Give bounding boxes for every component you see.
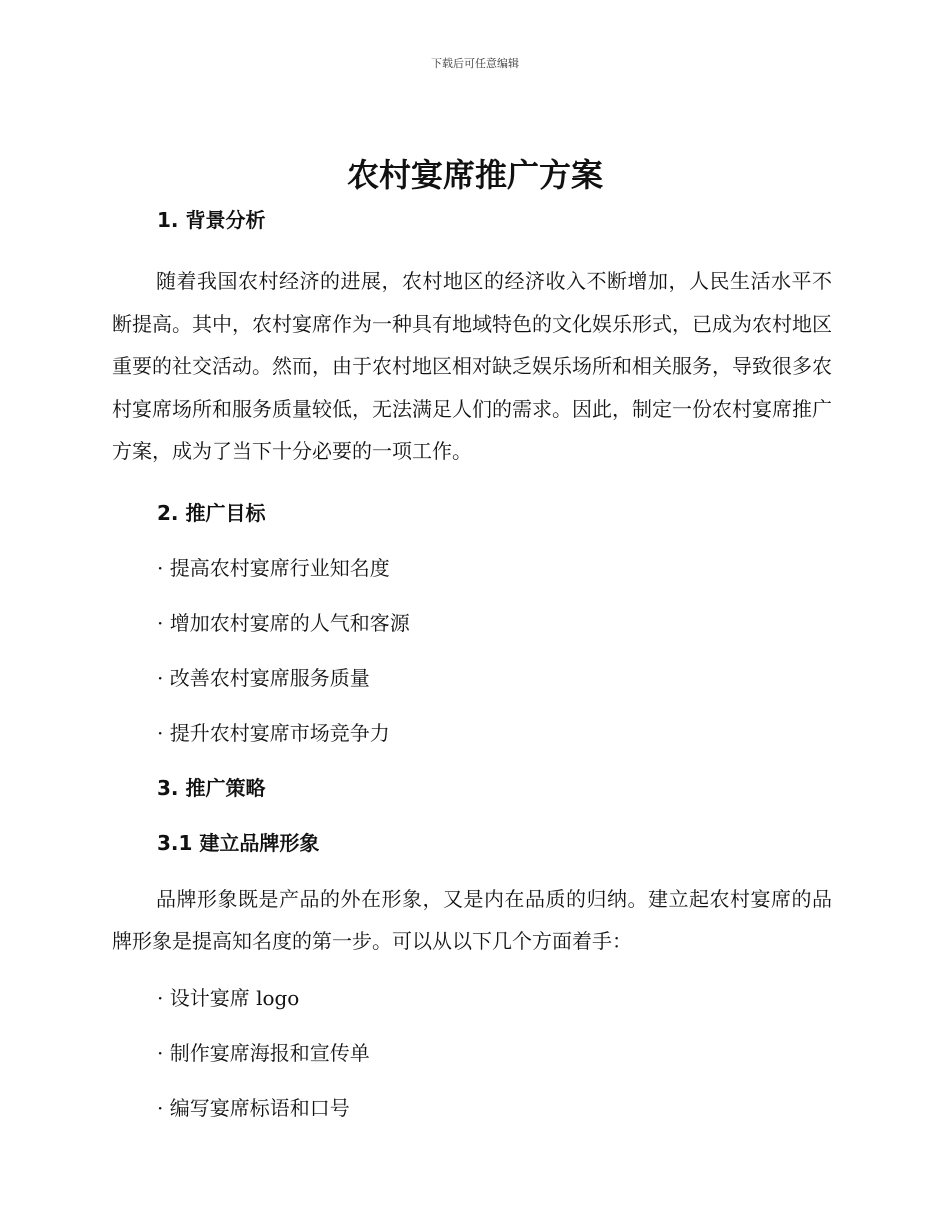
list-item: · 改善农村宴席服务质量	[157, 665, 370, 690]
list-item: · 提高农村宴席行业知名度	[157, 555, 390, 580]
section-heading-strategy: 3. 推广策略	[157, 775, 266, 800]
paragraph-brand: 品牌形象既是产品的外在形象，又是内在品质的归纳。建立起农村宴席的品牌形象是提高知名度的第一步。可以从以下几个方面着手：	[112, 886, 832, 953]
list-item: · 增加农村宴席的人气和客源	[157, 610, 410, 635]
list-item: · 制作宴席海报和宣传单	[157, 1040, 370, 1065]
section-heading-goals: 2. 推广目标	[157, 500, 266, 525]
list-item: · 设计宴席 logo	[157, 985, 300, 1010]
section-heading-background: 1. 背景分析	[157, 208, 266, 232]
list-item: · 提升农村宴席市场竞争力	[157, 720, 390, 745]
list-item: · 编写宴席标语和口号	[157, 1095, 350, 1120]
document-body	[112, 200, 832, 1128]
header-note: 下载后可任意编辑	[431, 57, 519, 70]
subsection-heading-brand: 3.1 建立品牌形象	[157, 830, 320, 855]
document-title: 农村宴席推广方案	[346, 156, 603, 194]
paragraph-background: 随着我国农村经济的进展，农村地区的经济收入不断增加，人民生活水平不断提高。其中，农村宴席作为一种具有地域特色的文化娱乐形式，已成为农村地区重要的社交活动。然而，由于农村地区相对缺乏娱乐场所和相关服务，导致很多农村宴席场所和服务质量较低，无法满足人们的需求。因此，制定一份农村宴席推广方案，成为了当下十分必要的一项工作。	[112, 269, 832, 463]
